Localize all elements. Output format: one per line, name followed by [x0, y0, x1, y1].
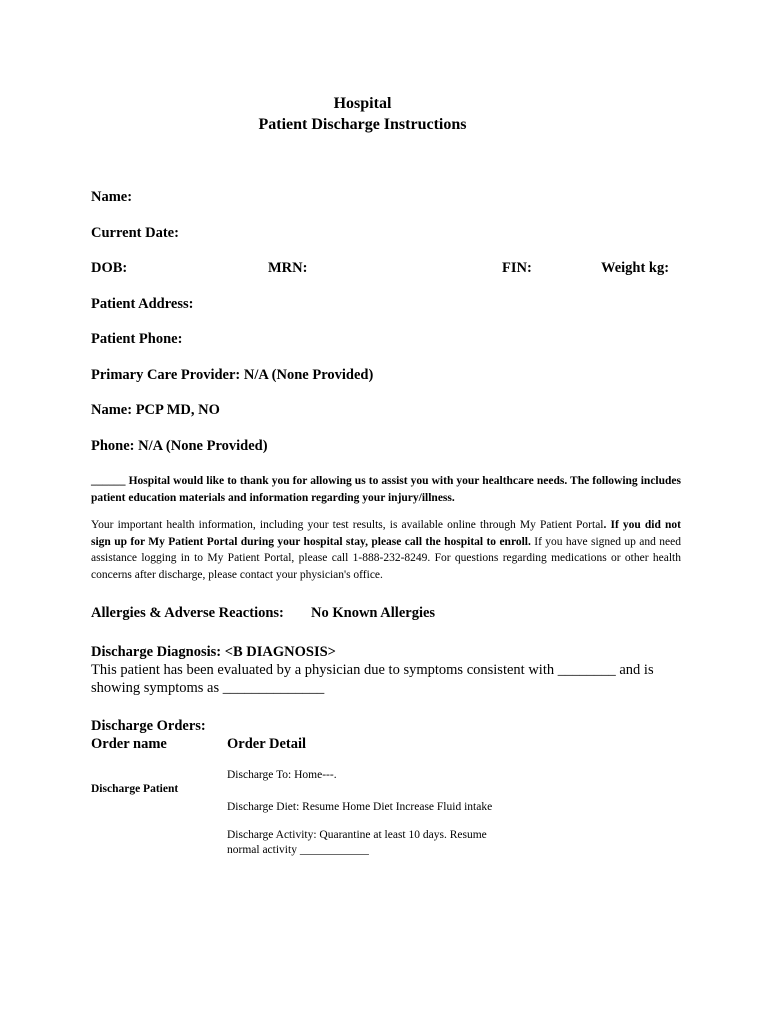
order-detail-discharge-to: Discharge To: Home---.: [227, 769, 337, 781]
order-detail-discharge-activity: Discharge Activity: Quarantine at least 10 days. Resume: [227, 829, 487, 841]
portal-text-2: If you have signed up and need assistance logging in to My Patient Portal, please call 1-888-232-8249. For questions regarding medications or other health concerns after discharge, please contact your physician's office.: [91, 535, 681, 581]
current-date-label: Current Date:: [91, 225, 179, 241]
pcp-phone-line: Phone: N/A (None Provided): [91, 438, 268, 454]
order-detail-discharge-diet: Discharge Diet: Resume Home Diet Increase Fluid intake: [227, 801, 493, 813]
discharge-orders-heading: Discharge Orders:: [91, 718, 206, 734]
patient-phone-label: Patient Phone:: [91, 331, 183, 347]
portal-text-bold: . If you did not sign up for My Patient Portal during your hospital stay, please call the hospital to enroll.: [91, 519, 681, 548]
order-detail-header: Order Detail: [227, 736, 307, 752]
patient-address-label: Patient Address:: [91, 296, 194, 312]
diagnosis-line-2: showing symptoms as ______________: [91, 680, 325, 696]
dob-label: DOB:: [91, 260, 128, 276]
name-label: Name:: [91, 189, 133, 205]
hospital-heading: Hospital: [333, 95, 392, 112]
weight-label: Weight kg:: [601, 260, 670, 276]
portal-text-1: Your important health information, including your test results, is available online through My Patient Portal: [91, 519, 604, 531]
intro-blank: ______: [91, 475, 126, 487]
allergies-value: No Known Allergies: [311, 605, 436, 621]
diagnosis-line-1: This patient has been evaluated by a physician due to symptoms consistent with ________ and is: [91, 662, 654, 678]
order-detail-normal-activity: normal activity ____________: [227, 844, 369, 856]
intro-paragraph: [91, 473, 681, 506]
fin-label: FIN:: [502, 260, 532, 276]
discharge-diagnosis-label: Discharge Diagnosis: <B DIAGNOSIS>: [91, 644, 336, 660]
allergies-label: Allergies & Adverse Reactions:: [91, 605, 284, 621]
intro-text: Hospital would like to thank you for allowing us to assist you with your healthcare needs. The following includes patient education materials and information regarding your injury/illness.: [91, 475, 681, 504]
pcp-name-line: Name: PCP MD, NO: [91, 402, 220, 418]
order-name-header: Order name: [91, 736, 167, 752]
primary-care-provider-line: Primary Care Provider: N/A (None Provided): [91, 367, 374, 383]
order-name-discharge-patient: Discharge Patient: [91, 783, 179, 795]
document-title: Patient Discharge Instructions: [258, 116, 467, 133]
portal-paragraph: [91, 517, 681, 583]
mrn-label: MRN:: [268, 260, 308, 276]
